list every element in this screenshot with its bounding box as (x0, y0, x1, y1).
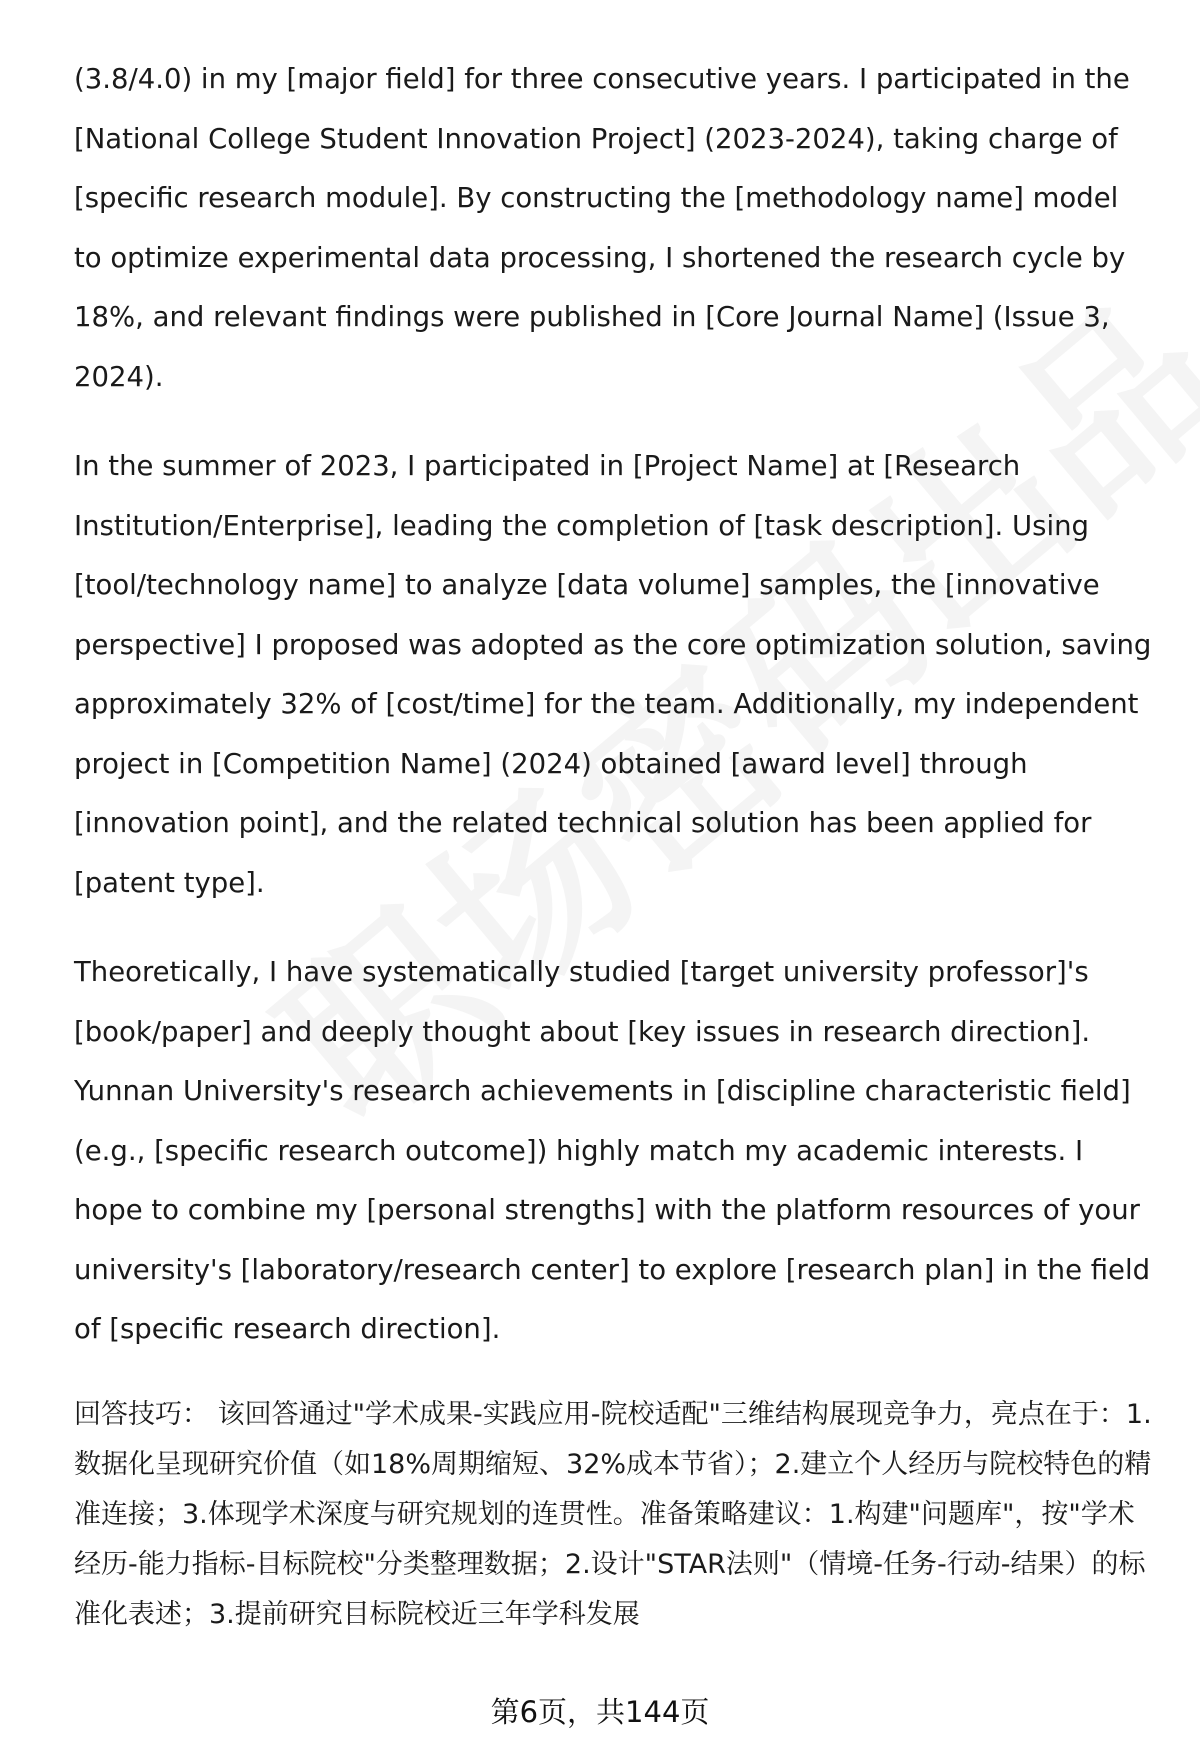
page-number: 第6页，共144页 (490, 1695, 710, 1729)
paragraph-practice: In the summer of 2023, I participated in [Project Name] at [Research Institution/Enterprise], leading the completion of [task description]. Using [tool/technology name] to analyze [data volume] samples, the [innovative perspective] I proposed was adopted as the core optimization solution, saving approximately 32% of [cost/time] for the team. Additionally, my independent project in [Competition Name] (2024) obtained [award level] through [innovation point], and the related technical solution has been applied for [patent type]. (74, 450, 1152, 899)
answer-tip: 回答技巧： 该回答通过"学术成果-实践应用-院校适配"三维结构展现竞争力，亮点在于：1.数据化呈现研究价值（如18%周期缩短、32%成本节省）；2.建立个人经历与院校特色的精准连接；3.体现学术深度与研究规划的连贯性。准备策略建议：1.构建"问题库"，按"学术经历-能力指标-目标院校"分类整理数据；2.设计"STAR法则"（情境-任务-行动-结果）的标准化表述；3.提前研究目标院校近三年学科发展 (74, 1398, 1152, 1630)
paragraph-academic: (3.8/4.0) in my [major field] for three consecutive years. I participated in the [National College Student Innovation Project] (2023-2024), taking charge of [specific research module]. By constructing the [methodology name] model to optimize experimental data processing, I shortened the research cycle by 18%, and relevant findings were published in [Core Journal Name] (Issue 3, 2024). (74, 63, 1130, 393)
paragraph-theory: Theoretically, I have systematically studied [target university professor]'s [book/paper] and deeply thought about [key issues in research direction]. Yunnan University's research achievements in [discipline characteristic field] (e.g., [specific research outcome]) highly match my academic interests. I hope to combine my [personal strengths] with the platform resources of your university's [laboratory/research center] to explore [research plan] in the field of [specific research direction]. (74, 956, 1151, 1345)
document-body (74, 50, 1154, 1640)
